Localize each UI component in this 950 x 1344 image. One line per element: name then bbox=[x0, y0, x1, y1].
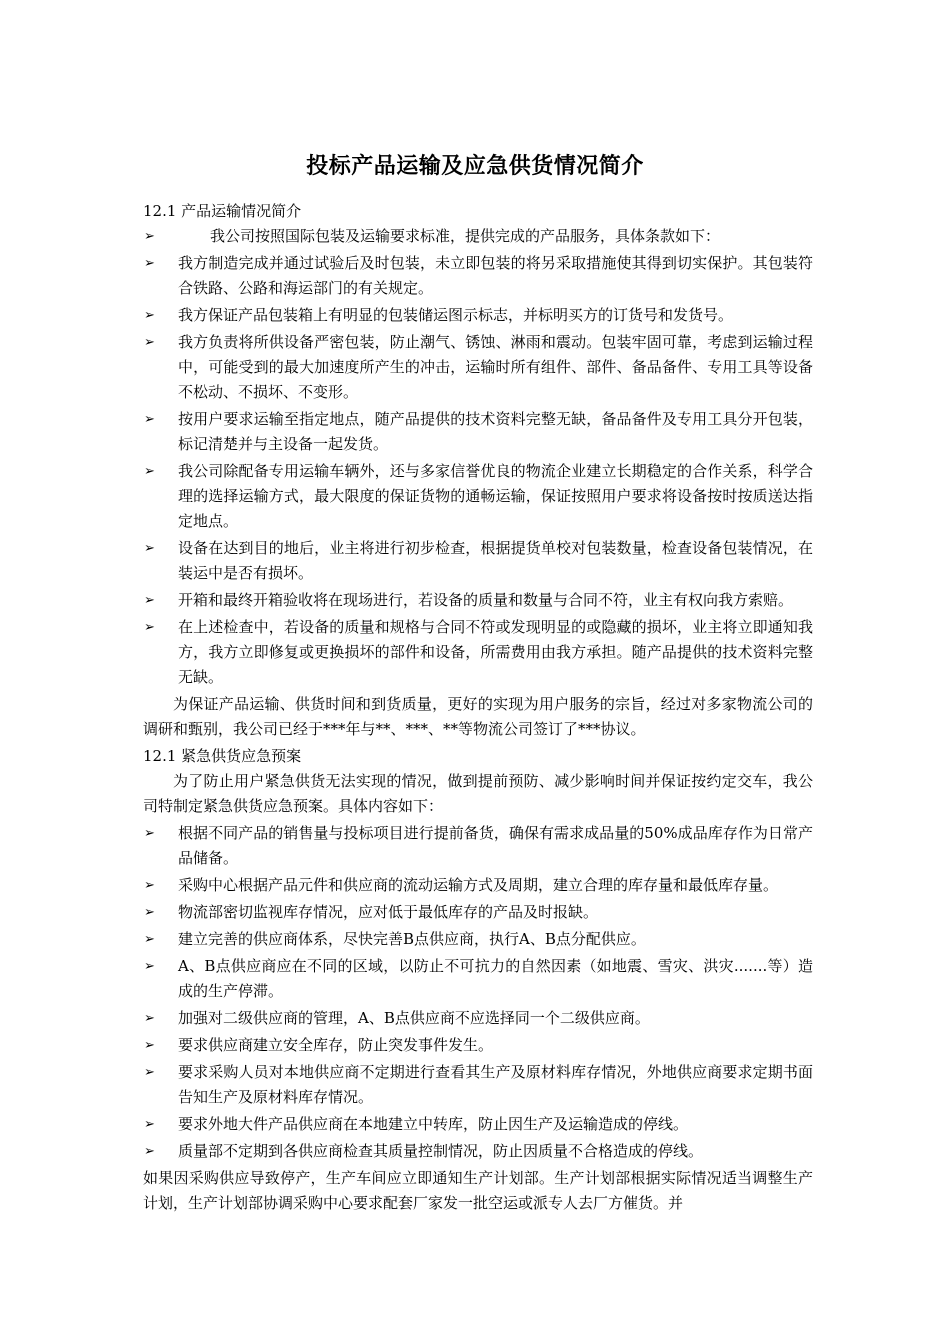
bullet-arrow-icon: ➢ bbox=[144, 335, 155, 350]
list-item: ➢ 质量部不定期到各供应商检查其质量控制情况，防止因质量不合格造成的停线。 bbox=[143, 1139, 813, 1164]
list-item: ➢ 在上述检查中，若设备的质量和规格与合同不符或发现明显的或隐藏的损坏，业主将立即通知我方，我方立即修复或更换损坏的部件和设备，所需费用由我方承担。随产品提供的技术资料完整无缺。 bbox=[143, 615, 813, 690]
bullet-arrow-icon: ➢ bbox=[144, 1117, 155, 1132]
bullet-arrow-icon: ➢ bbox=[144, 1038, 155, 1053]
bullet-arrow-icon: ➢ bbox=[144, 308, 155, 323]
bullet-arrow-icon: ➢ bbox=[144, 1011, 155, 1026]
list-item: ➢ 要求供应商建立安全库存，防止突发事件发生。 bbox=[143, 1033, 813, 1058]
bullet-arrow-icon: ➢ bbox=[144, 1065, 155, 1080]
list-item: ➢ 我公司除配备专用运输车辆外，还与多家信誉优良的物流企业建立长期稳定的合作关系，科学合理的选择运输方式，最大限度的保证货物的通畅运输，保证按照用户要求将设备按时按质送达指定地点。 bbox=[143, 459, 813, 534]
list-item: ➢ 物流部密切监视库存情况，应对低于最低库存的产品及时报缺。 bbox=[143, 900, 813, 925]
bullet-arrow-icon: ➢ bbox=[144, 905, 155, 920]
bullet-arrow-icon: ➢ bbox=[144, 593, 155, 608]
section-heading-transport: 12.1 产品运输情况简介 bbox=[143, 202, 302, 220]
list-item: ➢ 要求外地大件产品供应商在本地建立中转库，防止因生产及运输造成的停线。 bbox=[143, 1112, 813, 1137]
bullet-arrow-icon: ➢ bbox=[144, 229, 155, 244]
list-item: ➢ 我方负责将所供设备严密包装，防止潮气、锈蚀、淋雨和震动。包装牢固可靠，考虑到运输过程中，可能受到的最大加速度所产生的冲击，运输时所有组件、部件、备品备件、专用工具等设备不松动、不损坏、不变形。 bbox=[143, 330, 813, 405]
list-item: ➢ A、B点供应商应在不同的区域，以防止不可抗力的自然因素（如地震、雪灾、洪灾.......等）造成的生产停滞。 bbox=[143, 954, 813, 1004]
bullet-arrow-icon: ➢ bbox=[144, 541, 155, 556]
bullet-arrow-icon: ➢ bbox=[144, 878, 155, 893]
bullet-arrow-icon: ➢ bbox=[144, 256, 155, 271]
list-item: ➢ 按用户要求运输至指定地点，随产品提供的技术资料完整无缺，备品备件及专用工具分开包装，标记清楚并与主设备一起发货。 bbox=[143, 407, 813, 457]
emergency-intro-paragraph: 为了防止用户紧急供货无法实现的情况，做到提前预防、减少影响时间并保证按约定交车，我公司特制定紧急供货应急预案。具体内容如下： bbox=[143, 772, 813, 815]
list-item: ➢ 加强对二级供应商的管理，A、B点供应商不应选择同一个二级供应商。 bbox=[143, 1006, 813, 1031]
list-item: ➢ 我方保证产品包装箱上有明显的包装储运图示标志，并标明买方的订货号和发货号。 bbox=[143, 303, 813, 328]
list-item: ➢ 建立完善的供应商体系，尽快完善B点供应商，执行A、B点分配供应。 bbox=[143, 927, 813, 952]
list-item: ➢ 我方制造完成并通过试验后及时包装，未立即包装的将另采取措施使其得到切实保护。其包装符合铁路、公路和海运部门的有关规定。 bbox=[143, 251, 813, 301]
document-title: 投标产品运输及应急供货情况简介 bbox=[306, 154, 644, 179]
list-item: ➢ 要求采购人员对本地供应商不定期进行查看其生产及原材料库存情况，外地供应商要求定期书面告知生产及原材料库存情况。 bbox=[143, 1060, 813, 1110]
bullet-arrow-icon: ➢ bbox=[144, 620, 155, 635]
emergency-closing-paragraph: 如果因采购供应导致停产，生产车间应立即通知生产计划部。生产计划部根据实际情况适当调整生产计划，生产计划部协调采购中心要求配套厂家发一批空运或派专人去厂方催货。并 bbox=[143, 1169, 813, 1212]
bullet-arrow-icon: ➢ bbox=[144, 932, 155, 947]
list-item: ➢ 设备在达到目的地后，业主将进行初步检查，根据提货单校对包装数量，检查设备包装情况，在装运中是否有损坏。 bbox=[143, 536, 813, 586]
bullet-arrow-icon: ➢ bbox=[144, 1144, 155, 1159]
list-item: ➢ 我公司按照国际包装及运输要求标准，提供完成的产品服务，具体条款如下： bbox=[143, 224, 813, 249]
list-item: ➢ 根据不同产品的销售量与投标项目进行提前备货，确保有需求成品量的50%成品库存作为日常产品储备。 bbox=[143, 821, 813, 871]
transport-closing-paragraph: 为保证产品运输、供货时间和到货质量，更好的实现为用户服务的宗旨，经过对多家物流公司的调研和甄别，我公司已经于***年与**、***、**等物流公司签订了***协议。 bbox=[143, 695, 813, 738]
section-heading-emergency: 12.1 紧急供货应急预案 bbox=[143, 747, 302, 765]
list-item: ➢ 开箱和最终开箱验收将在现场进行，若设备的质量和数量与合同不符，业主有权向我方索赔。 bbox=[143, 588, 813, 613]
bullet-arrow-icon: ➢ bbox=[144, 412, 155, 427]
list-item: ➢ 采购中心根据产品元件和供应商的流动运输方式及周期，建立合理的库存量和最低库存量。 bbox=[143, 873, 813, 898]
document-body bbox=[143, 199, 813, 1218]
bullet-arrow-icon: ➢ bbox=[144, 464, 155, 479]
bullet-arrow-icon: ➢ bbox=[144, 959, 155, 974]
bullet-arrow-icon: ➢ bbox=[144, 826, 155, 841]
